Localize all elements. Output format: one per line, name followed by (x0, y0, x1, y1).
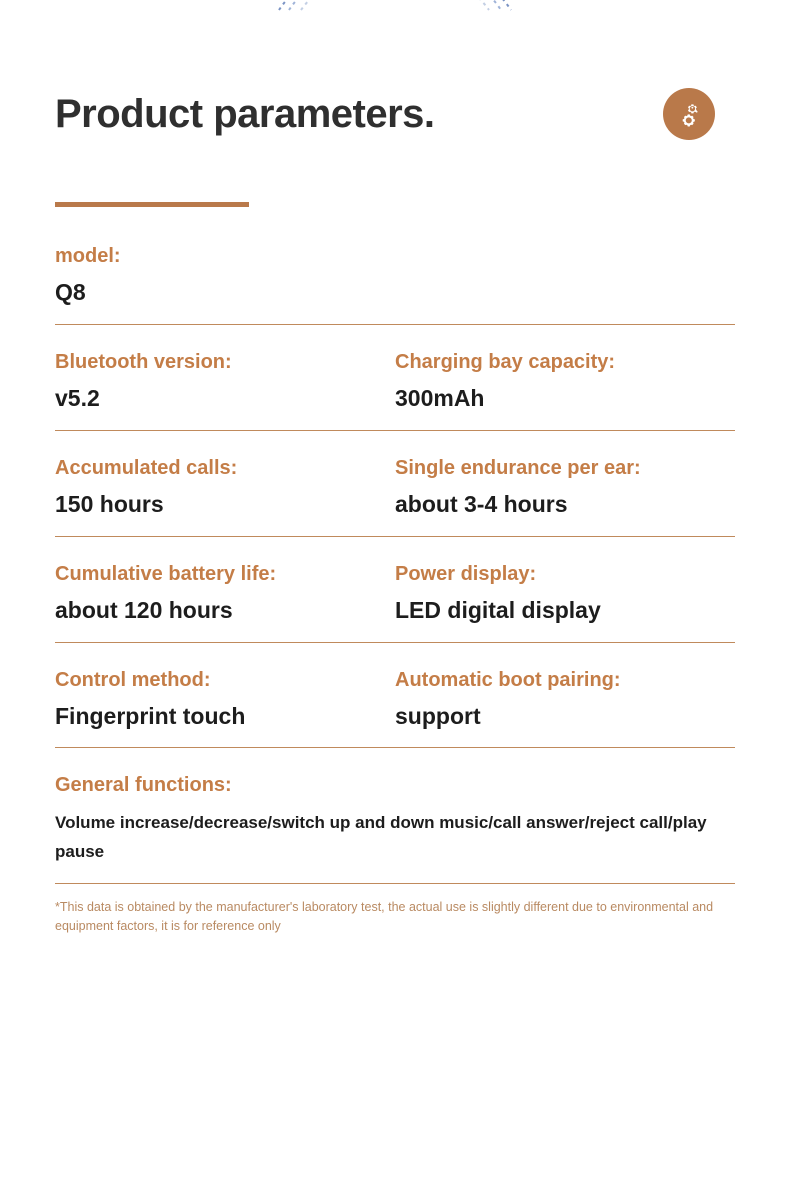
table-row (55, 772, 735, 884)
spec-label: Bluetooth version: (55, 350, 232, 373)
spec-cell (55, 667, 395, 732)
spec-label: Accumulated calls: (55, 456, 238, 479)
spec-cell (55, 349, 395, 414)
spec-label: Power display: (395, 562, 537, 585)
spec-value: about 120 hours (55, 596, 233, 623)
spec-value: Fingerprint touch (55, 702, 246, 729)
spec-cell (395, 561, 735, 626)
table-row (55, 455, 735, 537)
spec-value: Volume increase/decrease/switch up and down music/call answer/reject call/play pause (55, 813, 707, 862)
spec-value: LED digital display (395, 596, 601, 623)
page-content (55, 88, 735, 936)
spec-label: Charging bay capacity: (395, 350, 616, 373)
footnote: *This data is obtained by the manufacturer's laboratory test, the actual use is slightly different due to environmental and equipment factors, it is for reference only (55, 900, 714, 933)
spec-value: about 3-4 hours (395, 490, 568, 517)
spec-label: Control method: (55, 668, 211, 691)
spec-value: Q8 (55, 279, 86, 305)
spec-cell (55, 561, 395, 626)
spec-value: support (395, 702, 481, 729)
title-row (55, 88, 735, 140)
table-row (55, 243, 735, 325)
gear-icon (663, 88, 715, 140)
spec-value: 150 hours (55, 490, 164, 517)
title-underline-accent (55, 202, 249, 207)
spec-label: General functions: (55, 774, 232, 797)
spec-cell (395, 667, 735, 732)
decorative-dotted-arc (275, 0, 515, 12)
spec-value: 300mAh (395, 384, 485, 411)
spec-cell (55, 243, 735, 308)
table-row (55, 349, 735, 431)
spec-label: Single endurance per ear: (395, 456, 641, 479)
spec-label: model: (55, 245, 121, 267)
spec-cell (55, 772, 735, 867)
spec-cell (395, 455, 735, 520)
spec-label: Automatic boot pairing: (395, 668, 621, 691)
table-row (55, 667, 735, 749)
table-row (55, 561, 735, 643)
spec-label: Cumulative battery life: (55, 562, 277, 585)
spec-cell (395, 349, 735, 414)
spec-table (55, 243, 735, 884)
spec-cell (55, 455, 395, 520)
spec-value: v5.2 (55, 384, 100, 411)
page-title: Product parameters. (55, 92, 435, 136)
